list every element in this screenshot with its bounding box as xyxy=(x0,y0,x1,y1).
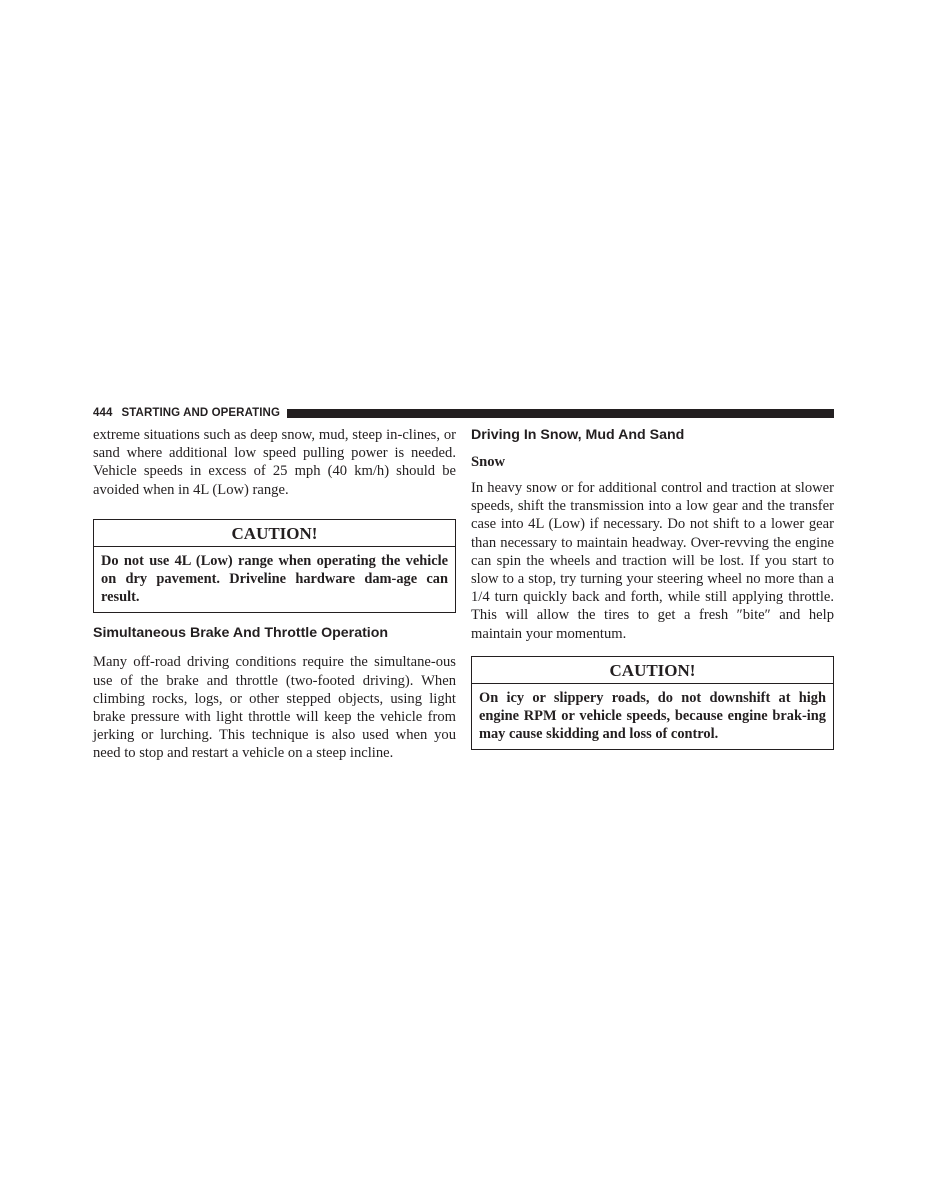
snow-paragraph: In heavy snow or for additional control and traction at slower speeds, shift the transmission into a low gear and the transfer case into 4L (Low) if necessary. Do not shift to a lower gear than necessary to maintain headway. Over-revving the engine can spin the wheels and traction will be lost. If you start to slow to a stop, try turning your steering wheel no more than a 1/4 turn quickly back and forth, while still applying throttle. This will allow the tires to get a fresh ″bite″ and help maintain your momentum. xyxy=(471,480,834,642)
heading-driving-snow-mud-sand: Driving In Snow, Mud And Sand xyxy=(471,427,685,443)
right-column xyxy=(471,426,834,750)
brake-throttle-paragraph: Many off-road driving conditions require the simultane-ous use of the brake and throttle (two-footed driving). When climbing rocks, logs, or other stepped objects, using light brake pressure with light throttle will keep the vehicle from jerking or lurching. This technique is also used when you need to stop and restart a vehicle on a steep incline. xyxy=(93,654,456,762)
caution-title: CAUTION! xyxy=(94,520,455,547)
caution-box-4l-low xyxy=(93,519,456,614)
caution-title: CAUTION! xyxy=(472,657,833,684)
header-rule xyxy=(287,409,834,418)
caution-box-icy-roads xyxy=(471,656,834,751)
section-title: STARTING AND OPERATING xyxy=(121,407,281,419)
caution-text: On icy or slippery roads, do not downshift at high engine RPM or vehicle speeds, because engine brak-ing may cause skidding and loss of control. xyxy=(479,689,826,743)
subheading-snow: Snow xyxy=(471,454,506,470)
caution-text: Do not use 4L (Low) range when operating the vehicle on dry pavement. Driveline hardware dam-age can result. xyxy=(101,552,448,606)
page-number: 444 xyxy=(93,407,113,419)
page-header xyxy=(93,405,834,421)
left-column xyxy=(93,426,456,763)
heading-brake-throttle: Simultaneous Brake And Throttle Operation xyxy=(93,625,389,642)
intro-paragraph: extreme situations such as deep snow, mud, steep in-clines, or sand where additional low speed pulling power is needed. Vehicle speeds in excess of 25 mph (40 km/h) should be avoided when in 4L (Low) range. xyxy=(93,427,456,498)
